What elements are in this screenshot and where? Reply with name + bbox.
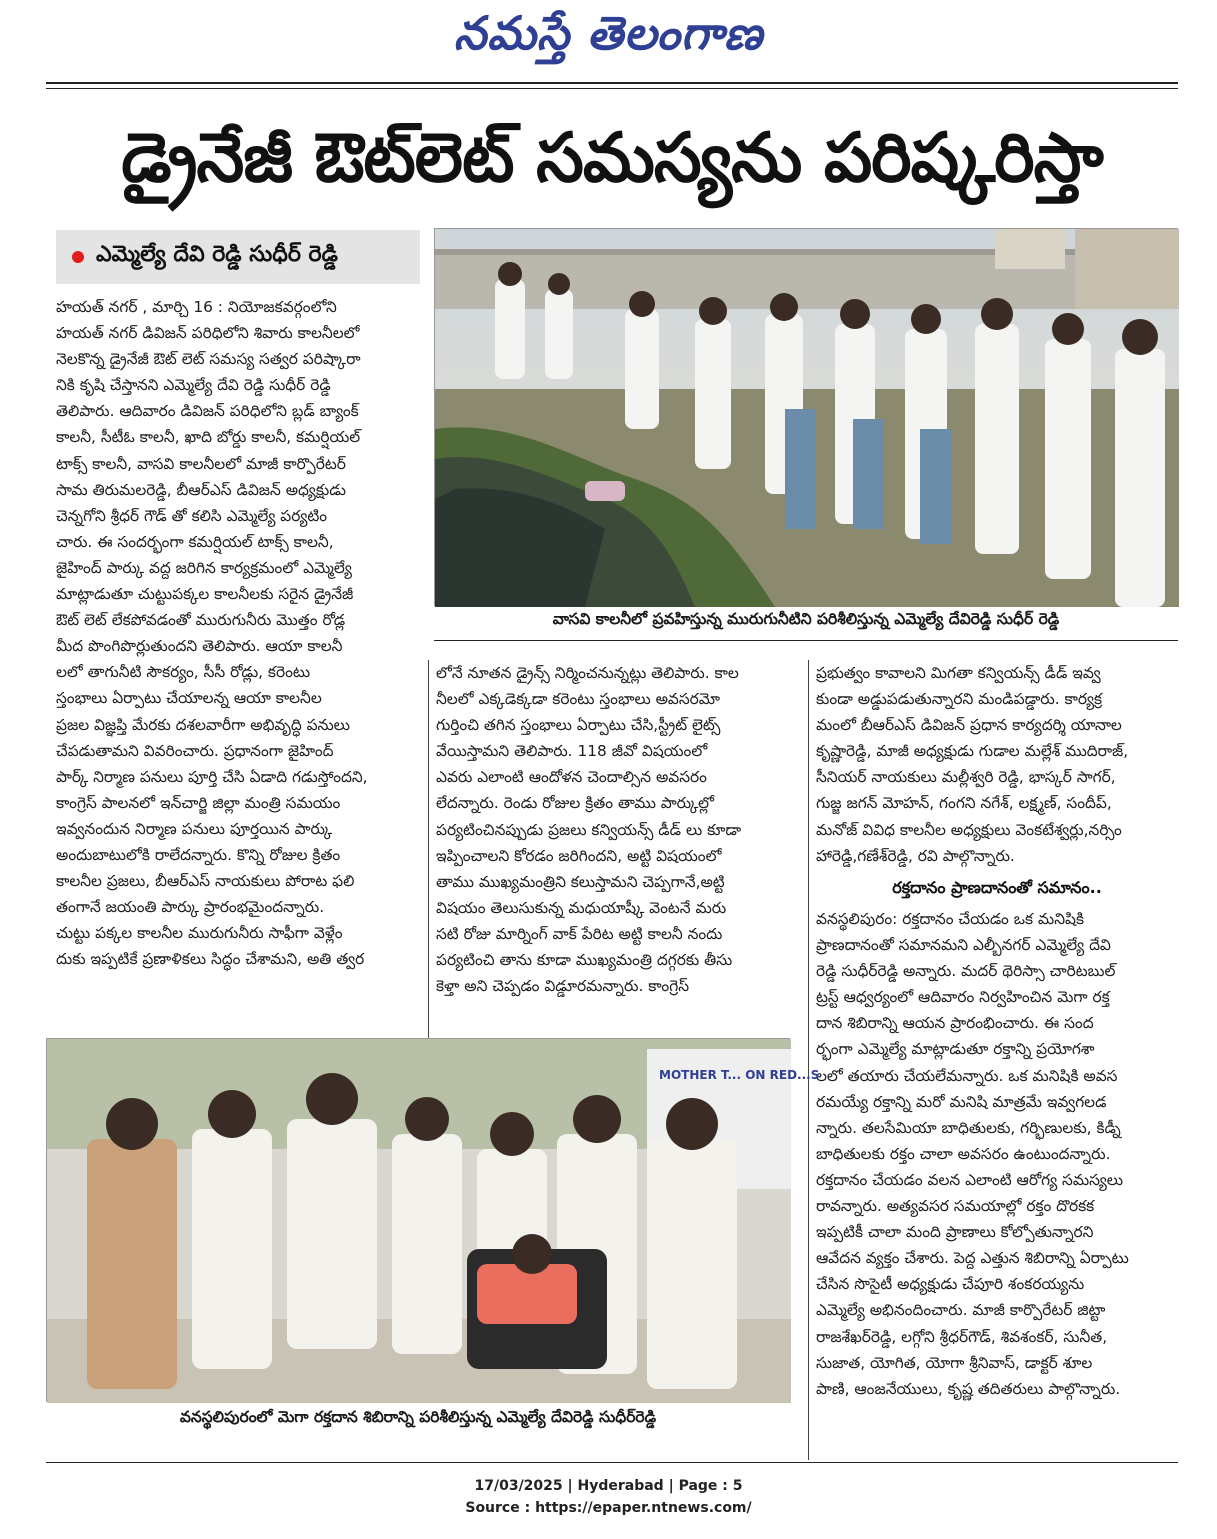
article-line: రమయ్యే రక్తాన్ని మరో మనిషి మాత్రమే ఇవ్వగలడ xyxy=(816,1092,1107,1111)
article-line: చేపడుతామని వివరించారు. ప్రధానంగా జైహింద్ xyxy=(56,741,334,760)
article-line: మంలో బీఆర్ఎస్ డివిజన్ ప్రధాన కార్యదర్శి యానాల xyxy=(816,716,1122,735)
article-line: మాట్లాడుతూ చుట్టుపక్కల కాలనీలకు సరైన డ్రైనేజీ xyxy=(56,585,354,604)
bullet-icon xyxy=(72,251,84,263)
article-line: సీనియర్ నాయకులు మల్లీశ్వరి రెడ్డి, భాస్కర్ సాగర్, xyxy=(816,768,1116,787)
article-line: హయత్ నగర్ , మార్చి 16 : నియోజకవర్గంలోని xyxy=(56,298,337,316)
article-line: దుకు ఇప్పటికే ప్రణాళికలు సిద్ధం చేశామని, అతి త్వర xyxy=(56,950,365,969)
column-divider xyxy=(428,660,429,1040)
article-line: పర్యటించి తాను కూడా ముఖ్యమంత్రి దగ్గరకు తీసు xyxy=(436,951,733,970)
article-line: రావన్నారు. అత్యవసర సమయాల్లో రక్తం దొరకక xyxy=(816,1197,1095,1216)
masthead-rule xyxy=(46,82,1178,84)
masthead-rule-thin xyxy=(46,88,1178,89)
column-divider-2 xyxy=(808,660,809,1460)
banner-text: MOTHER T... ON RED...S xyxy=(659,1068,820,1082)
article-line: విషయం తెలుసుకున్న మధుయాష్కీ వెంటనే మరు xyxy=(436,898,727,917)
article-line: రక్తదానం చేయడం వలన ఎలాంటి ఆరోగ్య సమస్యలు xyxy=(816,1170,1124,1189)
article-line: లేదన్నారు. రెండు రోజుల క్రితం తాము పార్కుల్లో xyxy=(436,794,714,813)
masthead-logo: నమస్తే తెలంగాణ xyxy=(453,6,764,60)
article-line: ప్రాణదానంతో సమానమని ఎల్బీనగర్ ఎమ్మెల్యే దేవి xyxy=(816,936,1111,955)
article-column-1 xyxy=(56,294,420,972)
article-line: వనస్థలిపురం: రక్తదానం చేయడం ఒక మనిషికి xyxy=(816,910,1085,928)
article-line: కాలనీ, సీటీఓ కాలనీ, ఖాది బోర్డు కాలనీ, కమర్షియల్ xyxy=(56,428,361,447)
article-line: స్తంభాలు ఏర్పాటు చేయాలన్న ఆయా కాలనీల xyxy=(56,689,322,708)
article-line: గుజ్జ జగన్ మోహన్, గంగని నగేశ్, లక్ష్మణ్, సందీప్, xyxy=(816,794,1112,813)
article-line: దాన శిబిరాన్ని ఆయన ప్రారంభించారు. ఈ సంద xyxy=(816,1014,1094,1033)
article-line: కుండా అడ్డుపడుతున్నారని మండిపడ్డారు. కార్యక్ర xyxy=(816,690,1103,709)
article-line: పర్యటించినప్పుడు ప్రజలు కన్వియన్స్ డీడ్ లు కూడా xyxy=(436,820,742,839)
article-line: కాలనీల ప్రజలు, బీఆర్ఎస్ నాయకులు పోరాట ఫలి xyxy=(56,872,355,891)
article-line: ఎవరు ఎలాంటి ఆందోళన చెందాల్సిన అవసరం xyxy=(436,768,707,787)
article-line: ఇప్పించాలని కోరడం జరిగిందని, అట్టి విషయంలో xyxy=(436,846,722,865)
article-line: ఇప్పటికీ చాలా మంది ప్రాణాలు కోల్పోతున్నారని xyxy=(816,1223,1094,1242)
article-line: ఇవ్వనందున నిర్మాణ పనులు పూర్తయిన పార్కు xyxy=(56,819,333,838)
article-line: లోనే నూతన డ్రైన్స్ నిర్మించనున్నట్లు తెలిపారు. కాల xyxy=(436,664,739,682)
article-line: హయత్ నగర్ డివిజన్ పరిధిలోని శివారు కాలనీలలో xyxy=(56,324,360,343)
footer-rule xyxy=(46,1462,1178,1463)
article-line: బాధితులకు రక్తం చాలా అవసరం ఉంటుందన్నారు. xyxy=(816,1144,1111,1163)
caption-rule xyxy=(434,640,1178,641)
article-line: తెలిపారు. ఆదివారం డివిజన్ పరిధిలోని బ్లడ్ బ్యాంక్ xyxy=(56,402,359,421)
article-line: గుర్తించి తగిన స్తంభాలు ఏర్పాటు చేసి,స్ట్రీట్ లైట్స్ xyxy=(436,716,721,735)
article-line: రెడ్డి సుధీర్‌రెడ్డి అన్నారు. మదర్ థెరిస్సా చారిటబుల్ xyxy=(816,962,1116,981)
article-line: వేయిస్తామని తెలిపారు. 118 జీవో విషయంలో xyxy=(436,742,708,761)
article-line: నికి కృషి చేస్తానని ఎమ్మెల్యే దేవి రెడ్డి సుధీర్ రెడ్డి xyxy=(56,376,331,395)
footer-source: Source : https://epaper.ntnews.com/ xyxy=(465,1500,752,1516)
article-line: లలో తాగునీటి సౌకర్యం, సీసీ రోడ్లు, కరెంటు xyxy=(56,663,311,682)
article-line: హారెడ్డి,గణేశ్‌రెడ్డి, రవి పాల్గొన్నారు. xyxy=(816,846,1015,865)
article-line: చుట్టు పక్కల కాలనీల మురుగునీరు సాఫీగా వెళ్లేం xyxy=(56,924,343,943)
article-line: న్నారు. తలసేమియా బాధితులకు, గర్భిణులకు, కిడ్నీ xyxy=(816,1118,1121,1137)
article-line: చెన్నగోని శ్రీధర్ గౌడ్ తో కలిసి ఎమ్మెల్యే పర్యటిం xyxy=(56,506,328,525)
article-line: ఎమ్మెల్యే అభినందించారు. మాజీ కార్పొరేటర్ జిట్టా xyxy=(816,1301,1106,1320)
photo-blood-donation-camp xyxy=(46,1038,820,1402)
article-line: సుజాత, యోగిత, యోగా శ్రీనివాస్, డాక్టర్ శూల xyxy=(816,1353,1093,1372)
article-line: మీద పొంగిపొర్లుతుందని తెలిపారు. ఆయా కాలనీ xyxy=(56,637,343,656)
article-line: చేసిన సొసైటీ అధ్యక్షుడు చేపూరి శంకరయ్యను xyxy=(816,1275,1085,1294)
footer-dateline: 17/03/2025 | Hyderabad | Page : 5 xyxy=(474,1478,743,1494)
article-line: సామ తిరుమలరెడ్డి, బీఆర్ఎస్ డివిజన్ అధ్యక్షుడు xyxy=(56,480,346,499)
article-line: కాంగ్రెస్ పాలనలో ఇన్‌చార్జి జిల్లా మంత్రి సమయం xyxy=(56,793,341,812)
article-line: టాక్స్ కాలనీ, వాసవి కాలనీలలో మాజీ కార్పొరేటర్ xyxy=(56,454,346,473)
article-line: ఆవేదన వ్యక్తం చేశారు. పెద్ద ఎత్తున శిబిరాన్ని ఏర్పాటు xyxy=(816,1249,1129,1268)
article-line: నెలకొన్న డ్రైనేజీ ఔట్ లెట్ సమస్య సత్వర పరిష్కారా xyxy=(56,350,361,369)
article-line: తంగానే జయంతి పార్కు ప్రారంభమైందన్నారు. xyxy=(56,898,325,917)
article-line: అందుబాటులోకి రాలేదన్నారు. కొన్ని రోజుల క్రితం xyxy=(56,845,341,864)
article-line: ట్రస్ట్ ఆధ్వర్యంలో ఆదివారం నిర్వహించిన మెగా రక్త xyxy=(816,988,1110,1007)
article-line: కృష్ణారెడ్డి, మాజీ అధ్యక్షుడు గుడాల మల్లేశ్ ముదిరాజ్, xyxy=(816,742,1129,761)
photo-drainage-inspection xyxy=(434,228,1178,606)
section-heading-blood-donation: రక్తదానం ప్రాణదానంతో సమానం.. xyxy=(892,878,1102,897)
article-line: కెళ్తా అని చెప్పడం విడ్డూరమన్నారు. కాంగ్రెస్ xyxy=(436,977,689,996)
article-line: మనోజ్ వివిధ కాలనీల అధ్యక్షులు వెంకటేశ్వర్లు,నర్సిం xyxy=(816,820,1122,839)
article-line: నీలలో ఎక్కడెక్కడా కరెంటు స్తంభాలు అవసరమో xyxy=(436,690,721,709)
article-column-3b xyxy=(816,906,1178,1402)
article-line: ప్రభుత్వం కావాలని మిగతా కన్వియన్స్ డీడ్ ఇవ్వ xyxy=(816,664,1101,682)
article-line: ర్భంగా ఎమ్మెల్యే మాట్లాడుతూ రక్తాన్ని ప్రయోగశా xyxy=(816,1040,1095,1059)
article-line: పాణి, ఆంజనేయులు, కృష్ణ తదితరులు పాల్గొన్నారు. xyxy=(816,1379,1121,1398)
article-line: తాము ముఖ్యమంత్రిని కలుస్తామని చెప్పగానే,అట్టి xyxy=(436,872,725,891)
article-line: జైహింద్ పార్కు వద్ద జరిగిన కార్యక్రమంలో ఎమ్మెల్యే xyxy=(56,558,352,577)
photo-caption-2: వనస్థలిపురంలో మెగా రక్తదాన శిబిరాన్ని పరిశీలిస్తున్న ఎమ్మెల్యే దేవిరెడ్డి సుధీర్‌రెడ్డి xyxy=(179,1408,657,1426)
article-line: పార్క్ నిర్మాణ పనులు పూర్తి చేసి ఏడాది గడుస్తోందని, xyxy=(56,767,368,786)
photo-caption-1: వాసవి కాలనీలో ప్రవహిస్తున్న మురుగునీటిని పరిశీలిస్తున్న ఎమ్మెల్యే దేవిరెడ్డి సుధీర్ రెడ్డి xyxy=(552,610,1060,628)
article-line: ప్రజల విజ్ఞప్తి మేరకు దశలవారీగా అభివృద్ధి పనులు xyxy=(56,715,350,734)
article-line: చారు. ఈ సందర్భంగా కమర్షియల్ టాక్స్ కాలనీ, xyxy=(56,532,334,551)
headline: డ్రైనేజీ ఔట్‌లెట్ సమస్యను పరిష్కరిస్తా xyxy=(121,119,1103,198)
article-column-3 xyxy=(816,660,1178,869)
subhead-text: ఎమ్మెల్యే దేవి రెడ్డి సుధీర్ రెడ్డి xyxy=(96,242,338,267)
article-line: లలో తయారు చేయలేమన్నారు. ఒక మనిషికి అవస xyxy=(816,1066,1118,1085)
article-line: సటి రోజు మార్నింగ్ వాక్ పేరిట అట్టి కాలనీ నందు xyxy=(436,924,723,943)
article-line: రాజశేఖర్‌రెడ్డి, లగ్గోని శ్రీధర్‌గౌడ్, శివశంకర్, సునీత, xyxy=(816,1327,1108,1346)
photo-drainage-illustration xyxy=(435,229,1179,607)
photo-blood-camp-illustration xyxy=(47,1039,820,1403)
article-column-2 xyxy=(436,660,802,999)
subhead xyxy=(56,230,420,284)
article-line: ఔట్ లెట్ లేకపోవడంతో మురుగునీరు మొత్తం రోడ్ల xyxy=(56,611,346,630)
